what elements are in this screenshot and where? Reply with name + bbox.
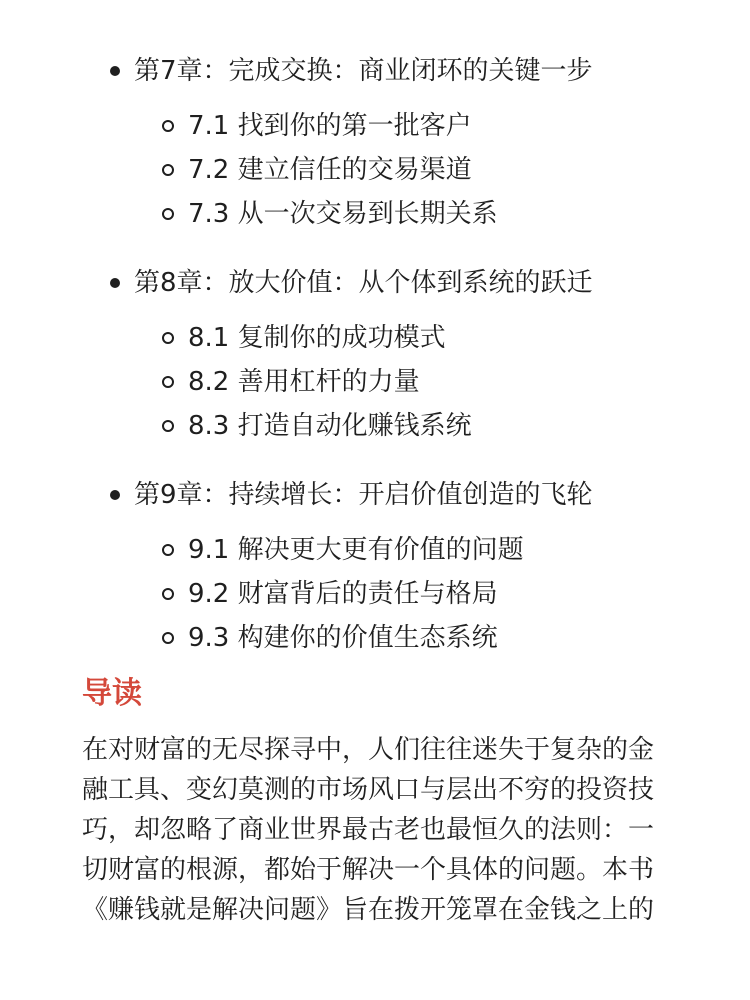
chapter-list <box>0 50 750 686</box>
section-item <box>0 404 750 448</box>
bullet-circle-icon <box>162 544 174 556</box>
bullet-disc-icon <box>110 278 120 288</box>
chapter-title <box>0 50 750 92</box>
bullet-circle-icon <box>162 120 174 132</box>
intro-heading: 导读 <box>82 676 142 711</box>
bullet-circle-icon <box>162 376 174 388</box>
bullet-circle-icon <box>162 332 174 344</box>
section-item <box>0 360 750 404</box>
section-text: 8.2 善用杠杆的力量 <box>188 367 420 397</box>
chapter-item <box>0 262 750 448</box>
chapter-item <box>0 50 750 236</box>
section-item <box>0 148 750 192</box>
section-text: 9.3 构建你的价值生态系统 <box>188 623 498 653</box>
bullet-disc-icon <box>110 66 120 76</box>
chapter-title <box>0 474 750 516</box>
section-list <box>0 528 750 660</box>
section-item <box>0 616 750 660</box>
section-list <box>0 316 750 448</box>
chapter-title-text: 第7章：完成交换：商业闭环的关键一步 <box>134 56 593 86</box>
bullet-circle-icon <box>162 420 174 432</box>
chapter-title-text: 第8章：放大价值：从个体到系统的跃迁 <box>134 268 593 298</box>
section-text: 8.1 复制你的成功模式 <box>188 323 446 353</box>
section-text: 8.3 打造自动化赚钱系统 <box>188 411 472 441</box>
chapter-item <box>0 474 750 660</box>
intro-line: 《赚钱就是解决问题》旨在拨开笼罩在金钱之上的 <box>82 895 655 925</box>
section-text: 9.1 解决更大更有价值的问题 <box>188 535 524 565</box>
intro-line: 融工具、变幻莫测的市场风口与层出不穷的投资技 <box>82 775 655 805</box>
bullet-disc-icon <box>110 490 120 500</box>
section-list <box>0 104 750 236</box>
chapter-title-text: 第9章：持续增长：开启价值创造的飞轮 <box>134 480 593 510</box>
bullet-circle-icon <box>162 164 174 176</box>
intro-paragraph <box>82 730 672 930</box>
section-item <box>0 528 750 572</box>
bullet-circle-icon <box>162 632 174 644</box>
bullet-circle-icon <box>162 208 174 220</box>
section-text: 7.3 从一次交易到长期关系 <box>188 199 498 229</box>
section-item <box>0 572 750 616</box>
chapter-title <box>0 262 750 304</box>
section-text: 9.2 财富背后的责任与格局 <box>188 579 498 609</box>
section-text: 7.2 建立信任的交易渠道 <box>188 155 472 185</box>
bullet-circle-icon <box>162 588 174 600</box>
section-item <box>0 316 750 360</box>
section-text: 7.1 找到你的第一批客户 <box>188 111 472 141</box>
intro-line: 巧，却忽略了商业世界最古老也最恒久的法则：一 <box>82 815 655 845</box>
intro-line: 切财富的根源，都始于解决一个具体的问题。本书 <box>82 855 655 885</box>
intro-line: 在对财富的无尽探寻中，人们往往迷失于复杂的金 <box>82 735 655 765</box>
section-item <box>0 192 750 236</box>
section-item <box>0 104 750 148</box>
